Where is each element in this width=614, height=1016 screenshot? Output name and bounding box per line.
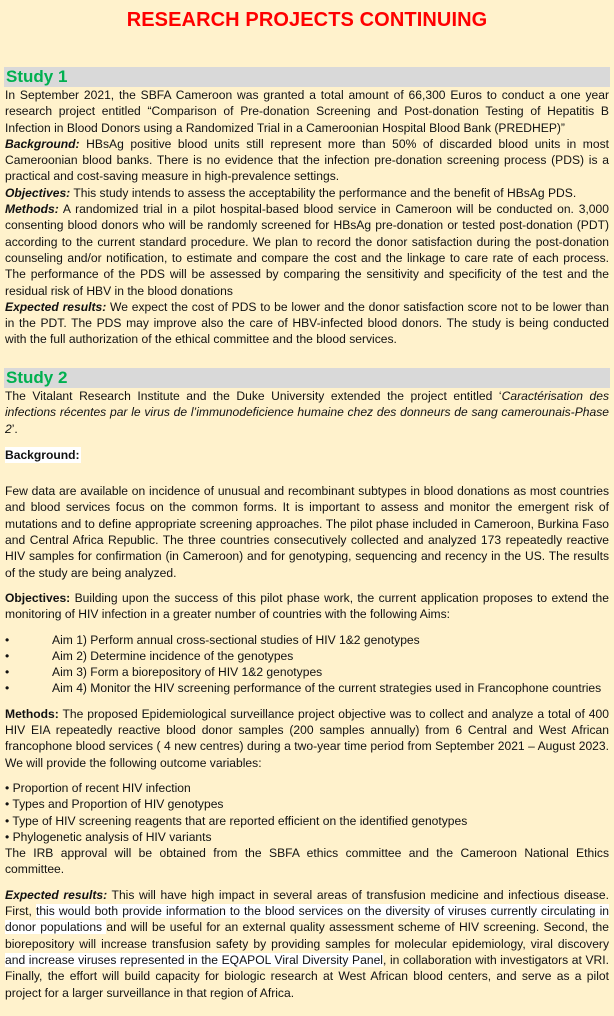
background-label: Background: — [5, 136, 80, 151]
outcome-item: • Phylogenetic analysis of HIV variants — [5, 829, 212, 844]
study-1-intro: In September 2021, the SBFA Cameroon was granted a total amount of 66,300 Euros to conduct a one year research project entitled “Comparison of Pre-donation Screening and Post-donation Testing of Hepatitis B Infection in Blood Donors using a Randomized Trial in a Cameroonian Hospital Blood Bank (PREDHEP)” — [5, 88, 609, 135]
bullet-icon: • — [5, 648, 10, 663]
background-label: Background: — [5, 447, 80, 462]
expected-text: This will have high impact in several areas of transfusion medicine and infectious disease. First, — [5, 887, 610, 919]
study-2-body — [5, 388, 609, 1001]
outcome-item: • Types and Proportion of HIV genotypes — [5, 797, 224, 812]
irb-statement: The IRB approval will be obtained from the SBFA ethics committee and the Cameroon National Ethics committee. — [5, 846, 609, 877]
study-1-objectives — [5, 185, 609, 201]
aim-text: Aim 1) Perform annual cross-sectional studies of HIV 1&2 genotypes — [52, 632, 420, 647]
aim-item — [5, 664, 609, 680]
aims-list — [5, 632, 609, 697]
project-title: Caractérisation des infections récentes par le virus de l’immunodeficience humaine chez des donneurs de sang camerounais-Phase 2 — [5, 389, 609, 436]
expected-results-text: We expect the cost of PDS to be lower and the donor satisfaction score not to be lower than in the PDT. The PDS may improve also the care of HBV-infected blood donors. The study is being conducted with the full authorization of the ethical committee and the blood services. — [5, 299, 609, 347]
study-1-body — [5, 87, 609, 348]
outcome-item: • Proportion of recent HIV infection — [5, 780, 191, 795]
study-2-background: Few data are available on incidence of unusual and recombinant subtypes in blood donations as most countries and blood services focus on the common forms. It is important to assess and monitor the emergent risk of mutations and to define appropriate screening approaches. The pilot phase included in Cameroon, Burkina Faso and Central Africa Republic. The three countries consecutively collected and analyzed 173 repeatedly reactive HIV samples for confirmation (in Cameroon) and for genotyping, sequencing and recency in the US. The results of the study are being analyzed. — [5, 484, 609, 580]
methods-text: The proposed Epidemiological surveillance project objective was to collect and analyze a total of 400 HIV EIA repeatedly reactive blood donor samples (200 samples annually) from 6 Central and West African francophone blood services ( 4 new centres) during a two-year time period from September 2021 – August 2023. We will provide the following outcome variables: — [5, 706, 609, 770]
highlighted-text: this would both provide information to the blood services on the diversity of viruses currently circulating in donor populations — [5, 904, 609, 935]
outcome-item: • Type of HIV screening reagents that are reported efficient on the identified genotypes — [5, 813, 468, 828]
aim-item — [5, 680, 609, 696]
methods-label: Methods: — [5, 202, 59, 217]
objectives-label: Objectives: — [5, 185, 71, 200]
highlighted-text: and increase viruses represented in the EQAPOL Viral Diversity Panel — [5, 952, 383, 967]
study-1-heading: Study 1 — [4, 67, 610, 87]
study-1-expected-results — [5, 299, 609, 348]
study-2-objectives — [5, 590, 609, 623]
methods-text: A randomized trial in a pilot hospital-based blood service in Cameroon will be conducted on. 3,000 consenting blood donors who will be randomly screened for HBsAg pre-donation or tested post-donation (PDT) according to the current standard procedure. We plan to record the donor satisfaction during the post-donation counseling and/or notification, to estimate and compare the cost and the linkage to care rate of each process. The performance of the PDS will be assessed by comparing the sensitivity and specificity of the test and the residual risk of HBV in the blood donations — [5, 202, 609, 298]
aim-text: Aim 4) Monitor the HIV screening performance of the current strategies used in Francophone countries — [52, 681, 602, 696]
aim-item — [5, 648, 609, 664]
expected-results-label: Expected results: — [5, 887, 108, 902]
intro-end: ’. — [11, 421, 18, 436]
expected-text: and will be useful for an external quality assessment scheme of HIV screening. Second, the biorepository will increase transfusion safety by providing samples for molecular epidemiology, viral discovery — [5, 920, 610, 951]
study-2-heading: Study 2 — [4, 368, 610, 388]
bullet-icon: • — [5, 681, 10, 696]
aim-text: Aim 3) Form a biorepository of HIV 1&2 genotypes — [52, 665, 323, 680]
page-title: RESEARCH PROJECTS CONTINUING — [126, 9, 488, 31]
study-2-expected-results — [5, 887, 609, 1001]
aim-text: Aim 2) Determine incidence of the genotypes — [52, 648, 294, 663]
bullet-icon: • — [5, 665, 10, 680]
objectives-text: Building upon the success of this pilot phase work, the current application proposes to extend the monitoring of HIV infection in a greater number of countries with the following Aims: — [5, 590, 609, 622]
bullet-icon: • — [5, 632, 10, 647]
expected-text: , in collaboration with investigators at VRI. Finally, the effort will build capacity for biologic research at West African blood centers, and serve as a pilot project for a larger surveillance in that region of Africa. — [5, 952, 610, 1000]
study-2-methods — [5, 706, 609, 771]
objectives-label: Objectives: — [5, 590, 71, 605]
aim-item — [5, 632, 609, 648]
study-1-methods — [5, 201, 609, 299]
outcome-list — [5, 780, 609, 845]
intro-text: The Vitalant Research Institute and the Duke University extended the project entitled ‘ — [5, 389, 502, 403]
study-1-background — [5, 136, 609, 185]
expected-results-label: Expected results: — [5, 299, 107, 314]
objectives-text: This study intends to assess the acceptability the performance and the benefit of HBsAg PDS. — [70, 185, 577, 200]
background-text: HBsAg positive blood units still represent more than 50% of discarded blood units in most Cameroonian blood banks. There is no evidence that the infection pre-donation screening process (PDS) is a practical and cost-saving measure in high-prevalence settings. — [5, 136, 609, 184]
methods-label: Methods: — [5, 706, 59, 721]
study-2-intro — [5, 388, 609, 437]
